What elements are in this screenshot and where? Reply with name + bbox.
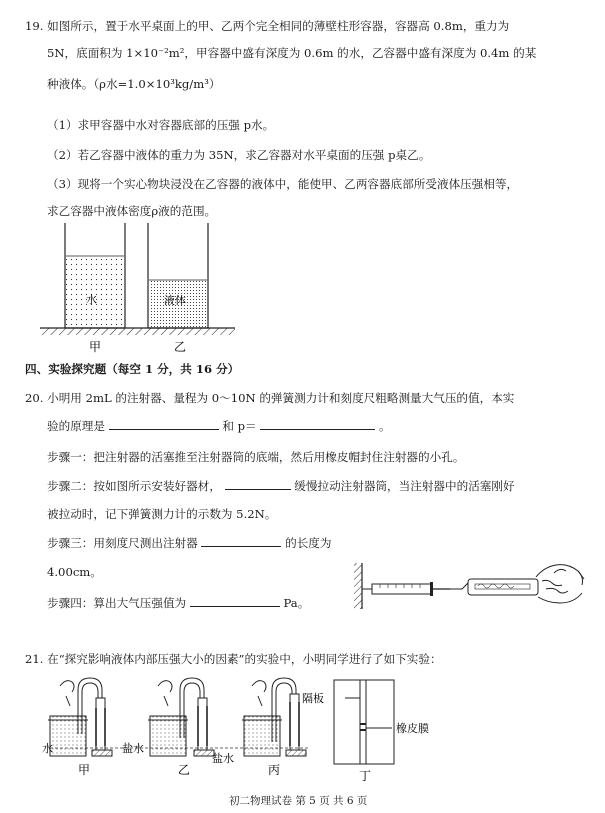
step3-blank[interactable] [201,545,281,547]
setup-yi [148,678,214,756]
q20-step2-line1: 步骤二：按如图所示安装好器材， 缓慢拉动注射器筒，当注射器中的活塞刚好 [47,479,515,493]
principle-blank-1[interactable] [109,428,219,430]
page-footer: 初二物理试卷 第 5 页 共 6 页 [229,795,368,807]
q19-part2: （2）若乙容器中液体的重力为 35N，求乙容器对水平桌面的压强 p桌乙。 [47,148,431,162]
q20-line1: 20. 小明用 2mL 的注射器、量程为 0～10N 的弹簧测力计和刻度尺粗略测量大气压的值，本实 [25,391,515,405]
q20-step1: 步骤一：把注射器的活塞推至注射器筒的底端，然后用橡皮帽封住注射器的小孔。 [47,450,465,464]
q20-step3-line2: 4.00cm。 [47,565,102,579]
label-bing: 丙 [268,763,281,777]
q20-syringe-figure [350,555,590,615]
q20-step3-line1: 步骤三：用刻度尺测出注射器 的长度为 [47,536,332,550]
q19-line3: 种液体。（ρ水=1.0×10³kg/m³） [47,77,221,91]
setup-jia [48,678,112,756]
label-membrane: 橡皮膜 [396,722,429,735]
label-brine-2: 盐水 [212,752,234,765]
water-label: 水 [86,293,97,306]
table-surface [40,328,235,335]
label-yi: 乙 [174,340,187,354]
label-brine-1: 盐水 [122,742,144,755]
step2-blank[interactable] [225,488,291,490]
q20-line2: 验的原理是 和 p＝ 。 [47,419,391,433]
section4-title: 四、实验探究题（每空 1 分，共 16 分） [25,362,240,376]
q20-principle-label: 验的原理是 [47,419,105,433]
hand [536,565,584,603]
q20-step4: 步骤四：算出大气压强值为 Pa。 [47,596,310,610]
label-ding: 丁 [359,769,372,783]
label-partition: 隔板 [302,692,324,705]
q19-line1: 19. 如图所示，置于水平桌面上的甲、乙两个完全相同的薄壁柱形容器，容器高 0.8m，重力为 [25,19,510,33]
spring-scale [468,579,538,595]
setup-bing [242,678,306,756]
q21-line1: 21. 在“探究影响液体内部压强大小的因素”的实验中，小明同学进行了如下实验： [25,652,442,666]
q20-step2-line2: 被拉动时，记下弹簧测力计的示数为 5.2N。 [47,507,277,521]
q20-p-equals: 和 p＝ [222,419,257,433]
q19-part3b: 求乙容器中液体密度ρ液的范围。 [47,204,217,218]
q19-container-figure [40,218,240,358]
liquid-label: 液体 [164,294,186,307]
q19-part1: （1）求甲容器中水对容器底部的压强 p水。 [47,118,275,132]
label-water: 水 [42,742,53,755]
container-jia [65,223,125,328]
label-yi-21: 乙 [178,763,191,777]
wall [354,563,362,609]
principle-blank-2[interactable] [260,428,375,430]
water-fill [66,256,124,327]
q21-pressure-figure [40,668,460,786]
label-jia-21: 甲 [78,763,91,777]
q19-line2: 5N，底面积为 1×10⁻²m²，甲容器中盛有深度为 0.6m 的水，乙容器中盛有深度为 0.4m 的某 [47,46,537,60]
syringe [372,582,450,596]
setup-ding [334,680,394,764]
step4-blank[interactable] [190,605,280,607]
label-jia: 甲 [89,340,102,354]
container-yi [148,223,208,328]
q19-part3a: （3）现将一个实心物块浸没在乙容器的液体中，能使甲、乙两容器底部所受液体压强相等， [47,177,519,191]
